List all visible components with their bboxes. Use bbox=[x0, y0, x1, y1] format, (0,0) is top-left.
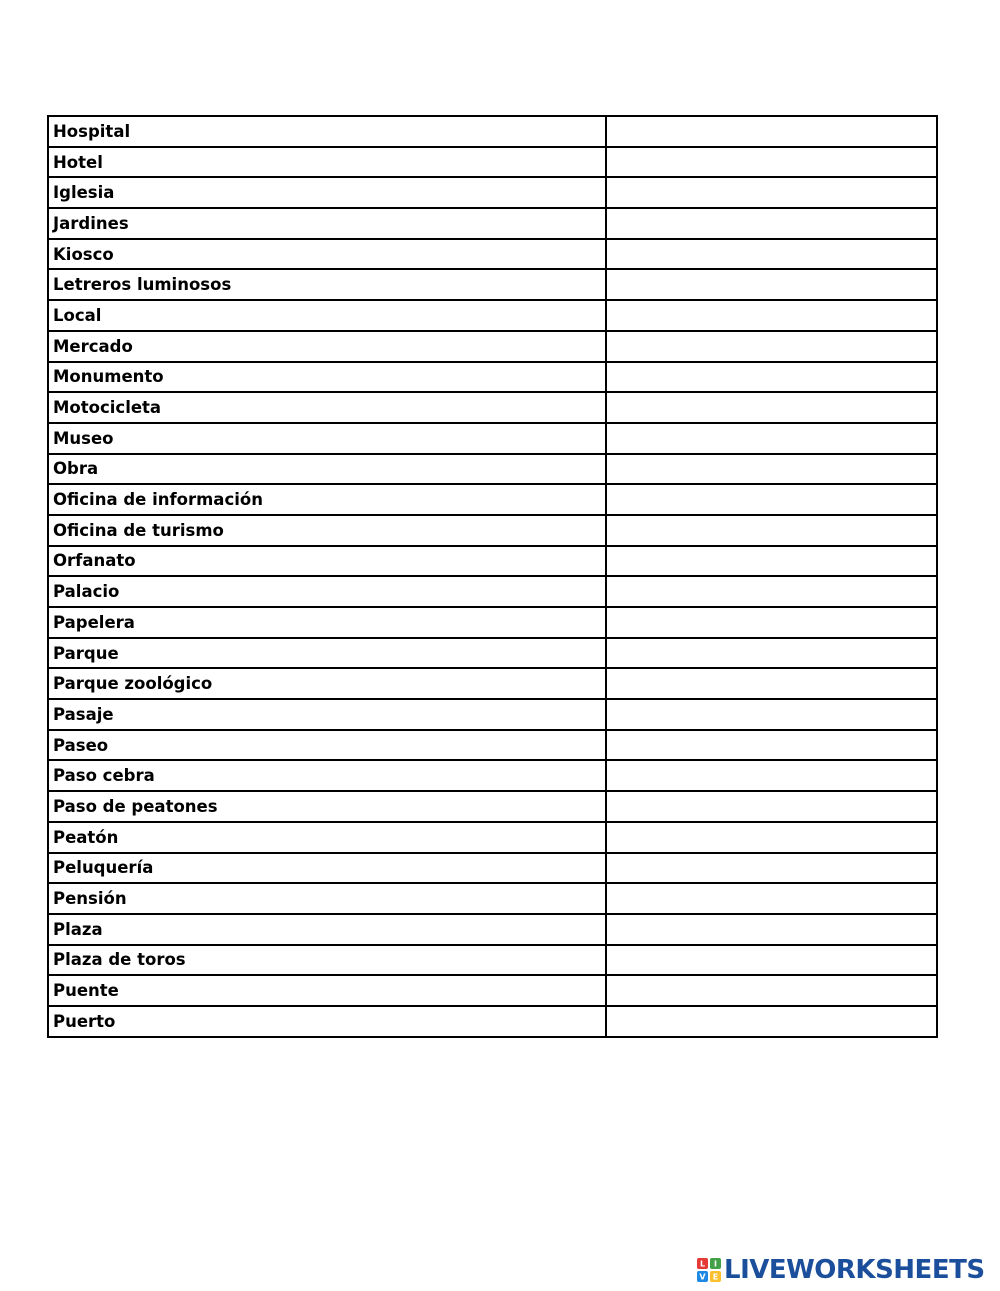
logo-icon-letter-v: V bbox=[699, 1272, 706, 1282]
table-row bbox=[48, 423, 937, 454]
table-row bbox=[48, 484, 937, 515]
answer-cell[interactable] bbox=[606, 730, 937, 761]
answer-input[interactable] bbox=[611, 608, 936, 636]
answer-cell[interactable] bbox=[606, 760, 937, 791]
table-row bbox=[48, 668, 937, 699]
answer-cell[interactable] bbox=[606, 699, 937, 730]
term-cell: Palacio bbox=[48, 576, 606, 607]
table-row bbox=[48, 822, 937, 853]
answer-cell[interactable] bbox=[606, 484, 937, 515]
term-cell: Peluquería bbox=[48, 853, 606, 884]
answer-cell[interactable] bbox=[606, 883, 937, 914]
term-cell: Paso de peatones bbox=[48, 791, 606, 822]
logo-text: LIVEWORKSHEETS bbox=[724, 1255, 985, 1285]
table-row bbox=[48, 300, 937, 331]
answer-cell[interactable] bbox=[606, 638, 937, 669]
answer-cell[interactable] bbox=[606, 269, 937, 300]
answer-cell[interactable] bbox=[606, 1006, 937, 1037]
table-row bbox=[48, 883, 937, 914]
term-cell: Iglesia bbox=[48, 177, 606, 208]
term-cell: Paseo bbox=[48, 730, 606, 761]
term-cell: Hospital bbox=[48, 116, 606, 147]
term-cell: Parque bbox=[48, 638, 606, 669]
answer-input[interactable] bbox=[611, 424, 936, 452]
term-cell: Pensión bbox=[48, 883, 606, 914]
table-row bbox=[48, 239, 937, 270]
table-row bbox=[48, 362, 937, 393]
table-row bbox=[48, 638, 937, 669]
term-cell: Parque zoológico bbox=[48, 668, 606, 699]
answer-input[interactable] bbox=[611, 885, 936, 913]
answer-input[interactable] bbox=[611, 394, 936, 422]
table-row bbox=[48, 853, 937, 884]
answer-input[interactable] bbox=[611, 670, 936, 698]
term-cell: Puente bbox=[48, 975, 606, 1006]
table-row bbox=[48, 546, 937, 577]
logo-icon-letter-e: E bbox=[712, 1272, 719, 1282]
answer-cell[interactable] bbox=[606, 239, 937, 270]
answer-cell[interactable] bbox=[606, 853, 937, 884]
answer-cell[interactable] bbox=[606, 576, 937, 607]
answer-input[interactable] bbox=[611, 209, 936, 237]
answer-input[interactable] bbox=[611, 240, 936, 268]
term-cell: Pasaje bbox=[48, 699, 606, 730]
answer-input[interactable] bbox=[611, 854, 936, 882]
answer-cell[interactable] bbox=[606, 822, 937, 853]
table-row bbox=[48, 607, 937, 638]
term-cell: Peatón bbox=[48, 822, 606, 853]
answer-input[interactable] bbox=[611, 946, 936, 974]
answer-cell[interactable] bbox=[606, 147, 937, 178]
answer-input[interactable] bbox=[611, 332, 936, 360]
term-cell: Museo bbox=[48, 423, 606, 454]
answer-cell[interactable] bbox=[606, 331, 937, 362]
table-row bbox=[48, 699, 937, 730]
answer-input[interactable] bbox=[611, 547, 936, 575]
term-cell: Orfanato bbox=[48, 546, 606, 577]
answer-cell[interactable] bbox=[606, 208, 937, 239]
table-row bbox=[48, 945, 937, 976]
table-row bbox=[48, 454, 937, 485]
answer-cell[interactable] bbox=[606, 975, 937, 1006]
table-row bbox=[48, 331, 937, 362]
term-cell: Mercado bbox=[48, 331, 606, 362]
table-row bbox=[48, 177, 937, 208]
answer-cell[interactable] bbox=[606, 392, 937, 423]
answer-cell[interactable] bbox=[606, 668, 937, 699]
answer-cell[interactable] bbox=[606, 116, 937, 147]
answer-input[interactable] bbox=[611, 578, 936, 606]
answer-input[interactable] bbox=[611, 792, 936, 820]
term-cell: Puerto bbox=[48, 1006, 606, 1037]
answer-input[interactable] bbox=[611, 486, 936, 514]
table-row bbox=[48, 269, 937, 300]
answer-cell[interactable] bbox=[606, 546, 937, 577]
table-row bbox=[48, 730, 937, 761]
table-row bbox=[48, 208, 937, 239]
answer-cell[interactable] bbox=[606, 945, 937, 976]
answer-input[interactable] bbox=[611, 271, 936, 299]
term-cell: Jardines bbox=[48, 208, 606, 239]
answer-cell[interactable] bbox=[606, 914, 937, 945]
table-row bbox=[48, 760, 937, 791]
answer-input[interactable] bbox=[611, 823, 936, 851]
answer-cell[interactable] bbox=[606, 515, 937, 546]
term-cell: Motocicleta bbox=[48, 392, 606, 423]
table-row bbox=[48, 147, 937, 178]
answer-input[interactable] bbox=[611, 977, 936, 1005]
liveworksheets-logo-icon bbox=[697, 1258, 721, 1282]
term-cell: Plaza bbox=[48, 914, 606, 945]
answer-input[interactable] bbox=[611, 179, 936, 207]
table-row bbox=[48, 116, 937, 147]
table-row bbox=[48, 515, 937, 546]
term-cell: Kiosco bbox=[48, 239, 606, 270]
answer-cell[interactable] bbox=[606, 177, 937, 208]
table-row bbox=[48, 791, 937, 822]
vocabulary-table bbox=[47, 115, 938, 1038]
logo-icon-letter-i: I bbox=[714, 1259, 717, 1269]
term-cell: Oficina de turismo bbox=[48, 515, 606, 546]
answer-input[interactable] bbox=[611, 915, 936, 943]
answer-cell[interactable] bbox=[606, 362, 937, 393]
answer-input[interactable] bbox=[611, 301, 936, 329]
term-cell: Plaza de toros bbox=[48, 945, 606, 976]
table-row bbox=[48, 576, 937, 607]
table-row bbox=[48, 392, 937, 423]
term-cell: Obra bbox=[48, 454, 606, 485]
answer-input[interactable] bbox=[611, 639, 936, 667]
term-cell: Local bbox=[48, 300, 606, 331]
table-row bbox=[48, 975, 937, 1006]
term-cell: Papelera bbox=[48, 607, 606, 638]
answer-cell[interactable] bbox=[606, 454, 937, 485]
term-cell: Monumento bbox=[48, 362, 606, 393]
table-row bbox=[48, 1006, 937, 1037]
term-cell: Paso cebra bbox=[48, 760, 606, 791]
table-row bbox=[48, 914, 937, 945]
answer-input[interactable] bbox=[611, 700, 936, 728]
answer-cell[interactable] bbox=[606, 300, 937, 331]
answer-cell[interactable] bbox=[606, 607, 937, 638]
answer-input[interactable] bbox=[611, 148, 936, 176]
answer-input[interactable] bbox=[611, 455, 936, 483]
term-cell: Oficina de información bbox=[48, 484, 606, 515]
answer-input[interactable] bbox=[611, 516, 936, 544]
answer-input[interactable] bbox=[611, 731, 936, 759]
term-cell: Hotel bbox=[48, 147, 606, 178]
vocabulary-table-body bbox=[48, 116, 937, 1037]
answer-input[interactable] bbox=[611, 117, 936, 145]
term-cell: Letreros luminosos bbox=[48, 269, 606, 300]
liveworksheets-logo bbox=[697, 1255, 985, 1285]
answer-cell[interactable] bbox=[606, 791, 937, 822]
answer-cell[interactable] bbox=[606, 423, 937, 454]
answer-input[interactable] bbox=[611, 762, 936, 790]
answer-input[interactable] bbox=[611, 363, 936, 391]
answer-input[interactable] bbox=[611, 1007, 936, 1035]
logo-icon-letter-l: L bbox=[699, 1259, 706, 1269]
